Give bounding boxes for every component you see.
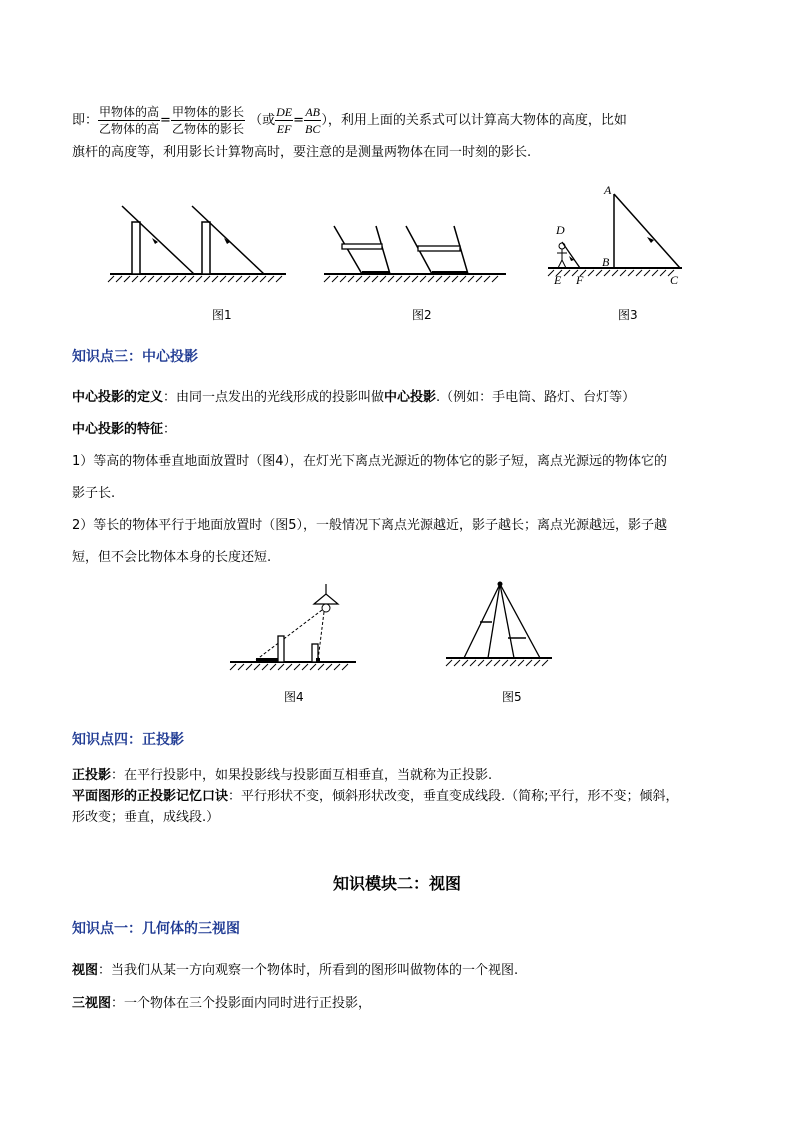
kp4-memo-label: 平面图形的正投影记忆口诀 xyxy=(72,789,229,804)
paren-open: （或 xyxy=(249,113,276,128)
label-a: A xyxy=(604,183,612,197)
kp3-def-label: 中心投影的定义 xyxy=(72,390,164,405)
paren-close: ），利用上面的关系式可以计算高大物体的高度，比如 xyxy=(321,113,627,128)
kp4-def-label: 正投影 xyxy=(72,768,112,783)
label-b: B xyxy=(602,255,610,269)
equals-sign: = xyxy=(160,113,171,128)
figure-1-caption: 图1 xyxy=(212,308,232,322)
kp3-item1-line1: 1）等高的物体垂直地面放置时（图4），在灯光下离点光源近的物体它的影子短，离点光源远的物体它的 xyxy=(72,454,668,469)
figure-3-shadow-measurement xyxy=(546,182,686,286)
fraction-shadow xyxy=(171,104,245,137)
kp4-def-text: ：在平行投影中，如果投影线与投影面互相垂直，当就称为正投影. xyxy=(111,768,493,783)
kp3-feature-title: 中心投影的特征 xyxy=(72,422,164,437)
three-view-text: ：一个物体在三个投影面内同时进行正投影， xyxy=(111,996,372,1011)
fraction-height xyxy=(98,104,160,137)
equals-sign: = xyxy=(293,113,305,128)
kp3-feature-colon: ： xyxy=(163,422,177,437)
figure-3-caption: 图3 xyxy=(618,308,638,322)
label-f: F xyxy=(576,273,584,287)
label-e: E xyxy=(554,273,562,287)
kp3-def-bold: 中心投影 xyxy=(384,390,437,405)
fraction-den: 乙物体的影长 xyxy=(171,122,244,136)
label-d: D xyxy=(556,223,565,237)
view-label: 视图 xyxy=(72,963,99,978)
figure-2-caption: 图2 xyxy=(412,308,432,322)
kp3-def-text2: .（例如：手电筒、路灯、台灯等） xyxy=(436,390,636,405)
figure-2-parallel-bars xyxy=(322,222,510,284)
fraction-ab-bc xyxy=(304,104,321,137)
three-view-definition xyxy=(72,994,371,1014)
kp4-memo xyxy=(72,787,679,807)
figure-5-caption: 图5 xyxy=(502,690,522,704)
kp3-item2-line1: 2）等长的物体平行于地面放置时（图5），一般情况下离点光源越近，影子越长；离点光源越远，影子越 xyxy=(72,518,668,533)
fraction-den: BC xyxy=(305,122,321,136)
fraction-de-ef xyxy=(275,104,293,137)
formula-line2: 旗杆的高度等，利用影长计算物高时，要注意的是测量两物体在同一时刻的影长. xyxy=(72,145,532,160)
kp4-heading: 知识点四：正投影 xyxy=(72,732,184,748)
kp3-feature-label xyxy=(72,420,176,440)
view-definition xyxy=(72,961,518,981)
kp4-definition xyxy=(72,766,492,786)
kp3-definition xyxy=(72,388,635,408)
kp4-memo-line2: 形改变；垂直，成线段.） xyxy=(72,810,220,825)
fraction-num: 甲物体的影长 xyxy=(171,105,244,119)
fraction-num: 甲物体的高 xyxy=(99,105,160,119)
kp3-heading: 知识点三：中心投影 xyxy=(72,349,198,365)
figure-4-caption: 图4 xyxy=(284,690,304,704)
formula-prefix: 即： xyxy=(72,113,99,128)
kp3-item2-line2: 短，但不会比物体本身的长度还短. xyxy=(72,550,272,565)
kp3-def-text1: ：由同一点发出的光线形成的投影叫做 xyxy=(163,390,385,405)
figure-1-parallel-shadow xyxy=(108,198,290,284)
fraction-num: DE xyxy=(276,105,293,119)
kp4-memo-text: ：平行形状不变，倾斜形状改变，垂直变成线段.（简称;平行，形不变；倾斜， xyxy=(228,789,679,804)
kp3-item1-line2: 影子长. xyxy=(72,486,116,501)
module2-title: 知识模块二：视图 xyxy=(332,874,461,893)
three-view-label: 三视图 xyxy=(72,996,112,1011)
fraction-den: EF xyxy=(276,122,292,136)
figure-5-central-projection xyxy=(444,578,556,670)
label-c: C xyxy=(670,273,679,287)
fraction-den: 乙物体的高 xyxy=(99,122,160,136)
fraction-num: AB xyxy=(305,105,321,119)
view-text: ：当我们从某一方向观察一个物体时，所看到的图形叫做物体的一个视图. xyxy=(98,963,519,978)
formula-line xyxy=(72,104,627,137)
module2-kp1-heading: 知识点一：几何体的三视图 xyxy=(72,921,240,937)
figure-4-central-projection xyxy=(228,584,360,670)
